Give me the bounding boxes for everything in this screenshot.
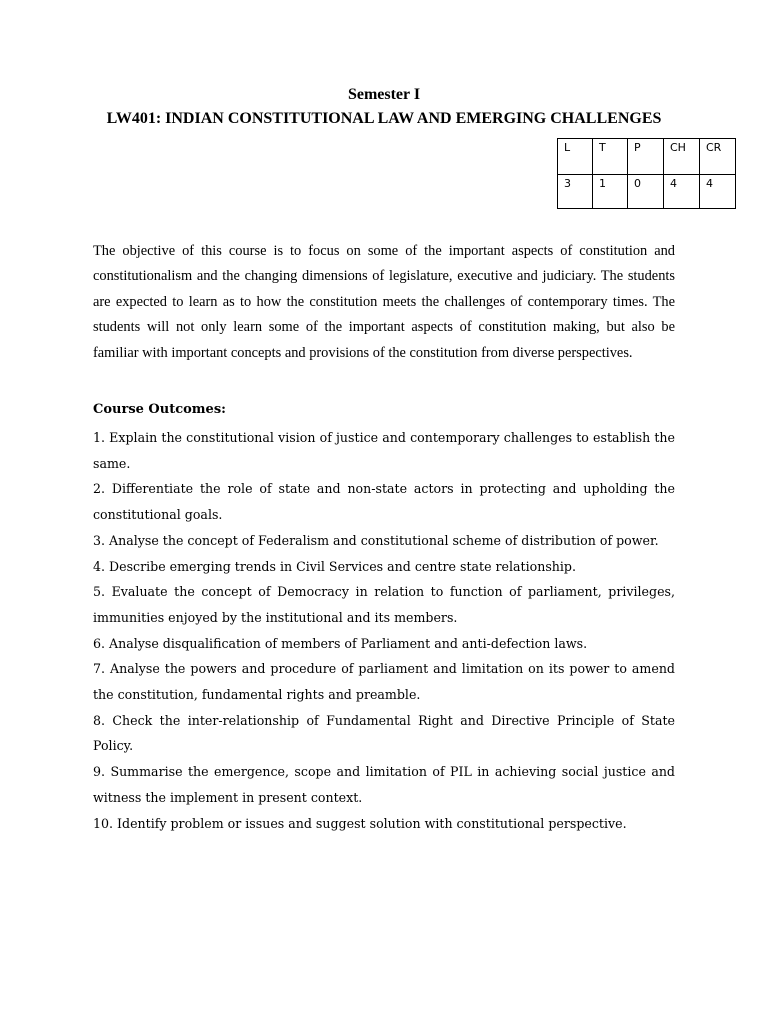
outcome-item: 7. Analyse the powers and procedure of parliament and limitation on its power to amend the constitution, fundamental rights and preamble. xyxy=(93,661,675,703)
credits-header-cell: CH xyxy=(664,139,700,175)
credits-header-row xyxy=(558,139,736,175)
credits-header-cell: T xyxy=(593,139,628,175)
outcome-item: 9. Summarise the emergence, scope and limitation of PIL in achieving social justice and witness the implement in present context. xyxy=(93,764,675,805)
credits-value-cell: 0 xyxy=(628,175,664,209)
outcome-item: 8. Check the inter-relationship of Fundamental Right and Directive Principle of State Policy. xyxy=(93,712,675,754)
credits-value-cell: 4 xyxy=(700,175,736,209)
outcome-item: 3. Analyse the concept of Federalism and constitutional scheme of distribution of power. xyxy=(93,532,659,548)
outcomes-heading: Course Outcomes: xyxy=(93,402,226,417)
outcomes-list xyxy=(93,425,675,836)
credits-table xyxy=(557,138,736,209)
credits-header-cell: P xyxy=(628,139,664,175)
credits-value-cell: 3 xyxy=(558,175,593,209)
outcome-item: 1. Explain the constitutional vision of justice and contemporary challenges to establish the same. xyxy=(93,430,675,471)
objective-paragraph: The objective of this course is to focus on some of the important aspects of constitution and constitutionalism and the changing dimensions of legislature, executive and judiciary. The students are expected to learn as to how the constitution meets the challenges of contemporary times. The students will not only learn some of the important aspects of constitution making, but also be familiar with important concepts and provisions of the constitution from diverse perspectives. xyxy=(93,243,675,361)
credits-value-row xyxy=(558,175,736,209)
outcome-item: 10. Identify problem or issues and suggest solution with constitutional perspective. xyxy=(93,815,627,831)
credits-header-cell: L xyxy=(558,139,593,175)
credits-header-cell: CR xyxy=(700,139,736,175)
outcome-item: 6. Analyse disqualification of members of Parliament and anti-defection laws. xyxy=(93,635,588,651)
course-title: LW401: INDIAN CONSTITUTIONAL LAW AND EMERGING CHALLENGES xyxy=(106,110,662,127)
outcome-item: 5. Evaluate the concept of Democracy in relation to function of parliament, privileges, immunities enjoyed by the institutional and its members. xyxy=(93,584,675,625)
outcome-item: 2. Differentiate the role of state and non-state actors in protecting and upholding the constitutional goals. xyxy=(93,481,675,523)
semester-heading: Semester I xyxy=(347,86,421,103)
credits-value-cell: 4 xyxy=(664,175,700,209)
outcome-item: 4. Describe emerging trends in Civil Services and centre state relationship. xyxy=(93,558,576,574)
credits-value-cell: 1 xyxy=(593,175,628,209)
